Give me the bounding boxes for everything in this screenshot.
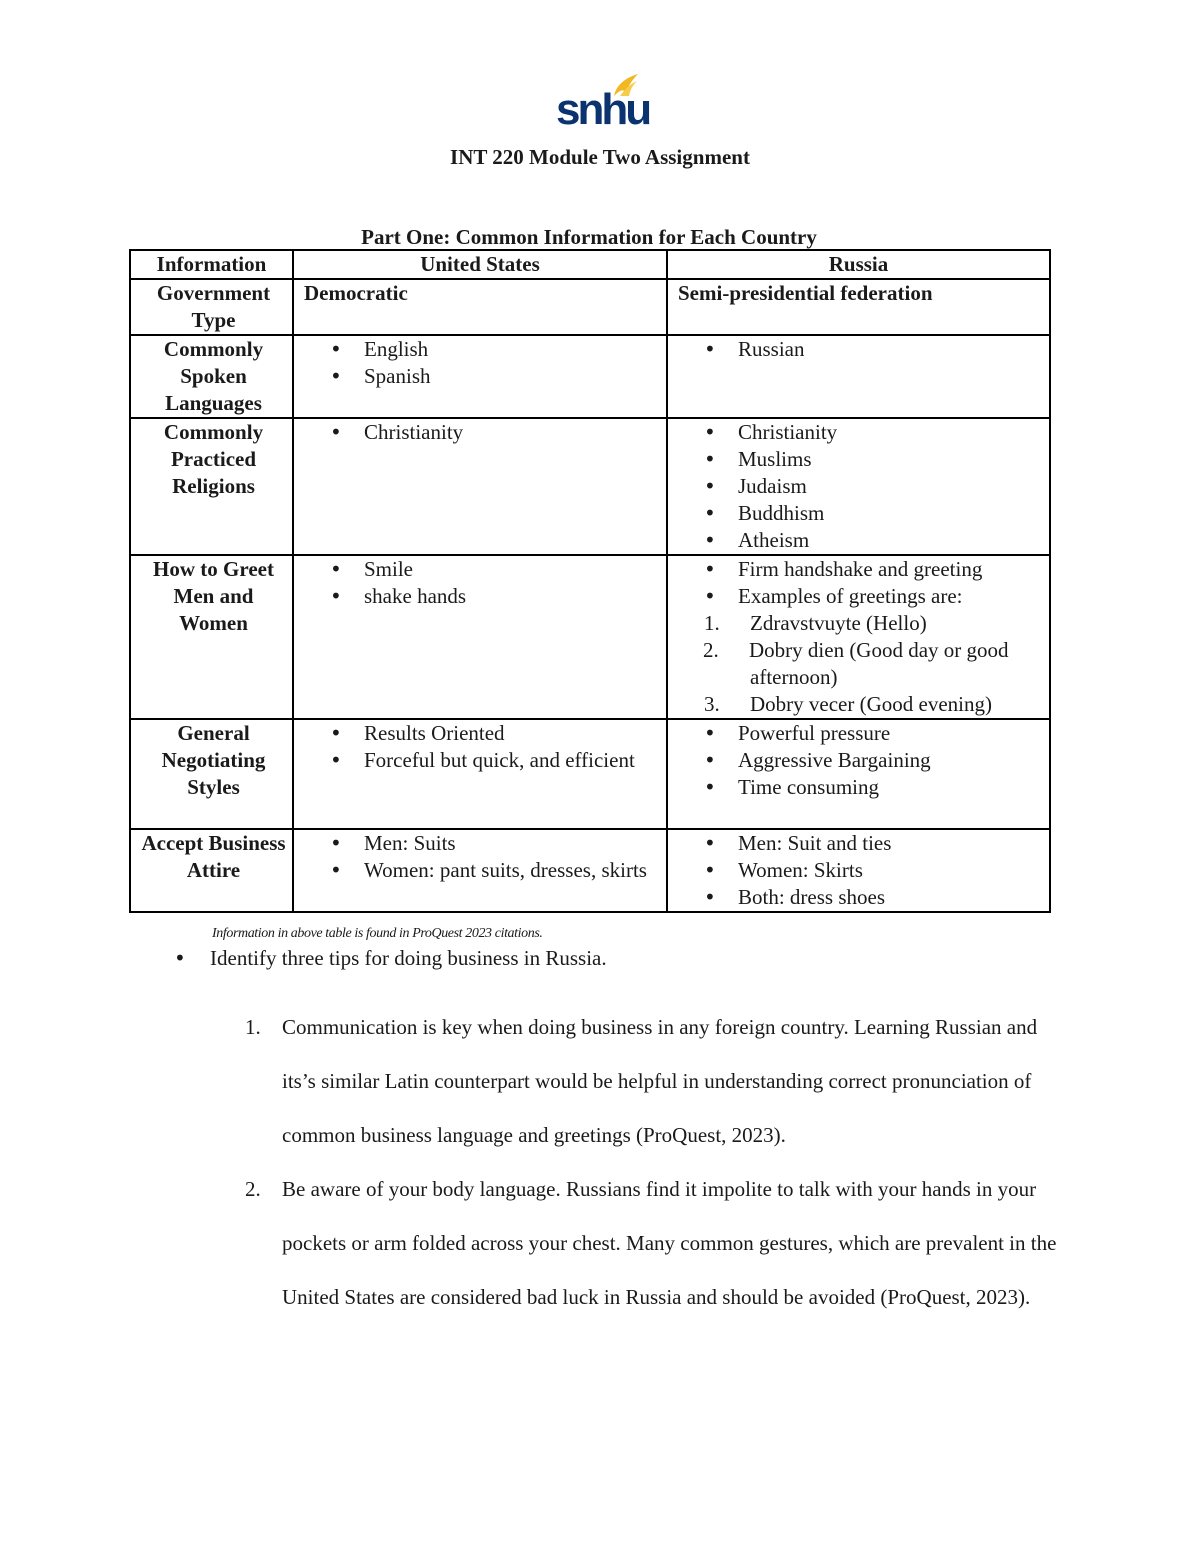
us-negotiating-cell xyxy=(293,719,667,829)
ru-attire-cell xyxy=(667,829,1050,912)
us-government-cell: Democratic xyxy=(293,279,667,335)
list-item: • Atheism xyxy=(668,527,1049,554)
list-item: • Aggressive Bargaining xyxy=(668,747,1049,774)
list-item: • Forceful but quick, and efficient xyxy=(294,747,666,774)
list-item: • Firm handshake and greeting xyxy=(668,556,1049,583)
list-item: • Russian xyxy=(668,336,1049,363)
list-item: • Christianity xyxy=(668,419,1049,446)
row-label: Accept Business Attire xyxy=(130,829,293,912)
tip-number: 1. xyxy=(245,1015,261,1039)
list-item: • Results Oriented xyxy=(294,720,666,747)
list-item: • Both: dress shoes xyxy=(668,884,1049,911)
list-item: • English xyxy=(294,336,666,363)
list-item: • Men: Suit and ties xyxy=(668,830,1049,857)
row-label: General Negotiating Styles xyxy=(130,719,293,829)
table-caption: Part One: Common Information for Each Country xyxy=(361,225,817,249)
numbered-item: 3. Dobry vecer (Good evening) xyxy=(704,692,992,716)
us-languages-cell xyxy=(293,335,667,418)
document-title: INT 220 Module Two Assignment xyxy=(450,145,750,169)
list-item: • Women: pant suits, dresses, skirts xyxy=(294,857,666,884)
ru-greetings-cell xyxy=(667,555,1050,719)
list-item: • Women: Skirts xyxy=(668,857,1049,884)
list-item: • Muslims xyxy=(668,446,1049,473)
table-row-attire xyxy=(130,829,1050,912)
header-information: Information xyxy=(130,250,293,279)
list-item: • Smile xyxy=(294,556,666,583)
list-item: • Time consuming xyxy=(668,774,1049,801)
tip-item: 2. Be aware of your body language. Russians find it impolite to talk with your hands in your pockets or arm folded across your chest. Many common gestures, which are prevalent in the United States are considered bad luck in Russia and should be avoided (ProQuest, 2023). xyxy=(245,1162,1075,1324)
snhu-logo xyxy=(556,74,650,134)
list-item: • Christianity xyxy=(294,419,666,446)
tip-item: 1. Communication is key when doing business in any foreign country. Learning Russian and its’s similar Latin counterpart would be helpful in understanding correct pronunciation of common business language and greetings (ProQuest, 2023). xyxy=(245,1000,1075,1162)
numbered-item: 1. Zdravstvuyte (Hello) xyxy=(704,611,927,635)
table-row-religions xyxy=(130,418,1050,555)
country-info-table xyxy=(129,249,1051,913)
table-row-languages xyxy=(130,335,1050,418)
row-label: Commonly Spoken Languages xyxy=(130,335,293,418)
us-greetings-cell xyxy=(293,555,667,719)
list-item: • shake hands xyxy=(294,583,666,610)
tip-number: 2. xyxy=(245,1177,261,1201)
us-religions-cell xyxy=(293,418,667,555)
table-header-row xyxy=(130,250,1050,279)
bullet-icon: • xyxy=(174,946,186,970)
row-label: Commonly Practiced Religions xyxy=(130,418,293,555)
list-item: • Judaism xyxy=(668,473,1049,500)
logo-wordmark: snhu xyxy=(556,85,650,134)
ru-religions-cell xyxy=(667,418,1050,555)
header-russia: Russia xyxy=(667,250,1050,279)
list-item: • Spanish xyxy=(294,363,666,390)
row-label: Government Type xyxy=(130,279,293,335)
table-row-government xyxy=(130,279,1050,335)
table-row-greetings xyxy=(130,555,1050,719)
ru-negotiating-cell xyxy=(667,719,1050,829)
tips-intro-text: Identify three tips for doing business in Russia. xyxy=(210,946,607,970)
us-attire-cell xyxy=(293,829,667,912)
list-item: • Examples of greetings are: xyxy=(668,583,1049,610)
list-item: • Powerful pressure xyxy=(668,720,1049,747)
ru-languages-cell xyxy=(667,335,1050,418)
source-note: Information in above table is found in ProQuest 2023 citations. xyxy=(212,926,543,941)
table-row-negotiating xyxy=(130,719,1050,829)
numbered-item: 2. Dobry dien (Good day or good afternoon) xyxy=(703,638,1009,689)
list-item: • Men: Suits xyxy=(294,830,666,857)
row-label: How to Greet Men and Women xyxy=(130,555,293,719)
header-united-states: United States xyxy=(293,250,667,279)
tips-list xyxy=(245,1000,1075,1324)
ru-government-cell: Semi-presidential federation xyxy=(667,279,1050,335)
list-item: • Buddhism xyxy=(668,500,1049,527)
